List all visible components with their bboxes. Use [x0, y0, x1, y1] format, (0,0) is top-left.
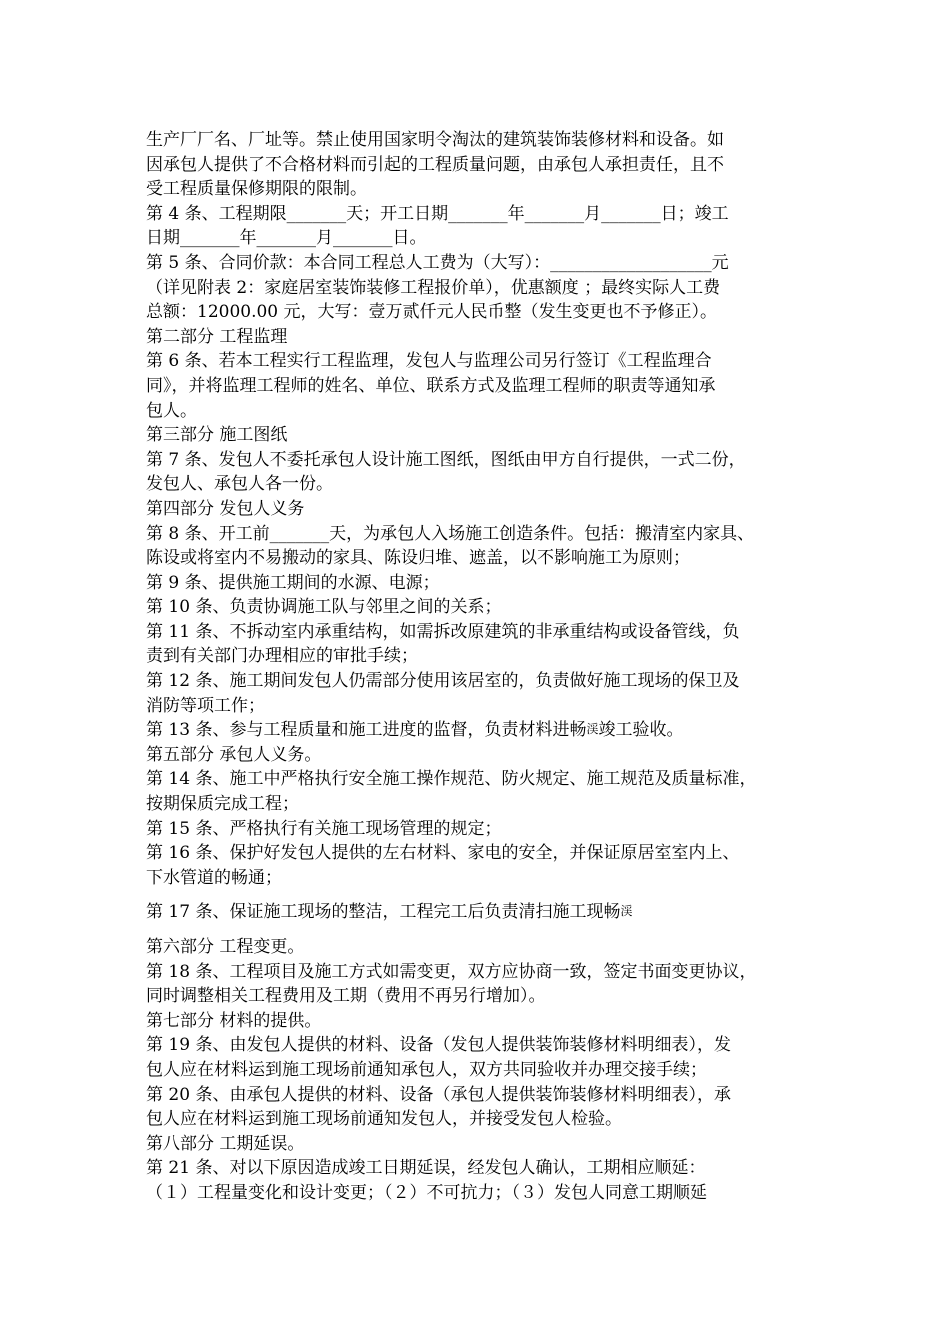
- text-line: 第 15 条、严格执行有关施工现场管理的规定；: [146, 818, 502, 839]
- clause-13-text: 第 13 条、参与工程质量和施工进度的监督，负责材料进畅: [146, 720, 587, 741]
- text-line: 责到有关部门办理相应的审批手续；: [146, 646, 418, 667]
- text-line: 因承包人提供了不合格材料而引起的工程质量问题，由承包人承担责任，且不: [146, 154, 724, 175]
- text-line: 第 10 条、负责协调施工队与邻里之间的关系；: [146, 597, 502, 618]
- clause-17-line: [146, 900, 816, 925]
- text-line: 第八部分 工期延误。: [146, 1133, 305, 1154]
- text-line: 第 6 条、若本工程实行工程监理，发包人与监理公司另行签订《工程监理合: [146, 351, 712, 372]
- text-line: 第 11 条、不拆动室内承重结构，如需拆改原建筑的非承重结构或设备管线，负: [146, 621, 740, 642]
- text-line: 第七部分 材料的提供。: [146, 1010, 322, 1031]
- text-line: 发包人、承包人各一份。: [146, 474, 333, 495]
- paragraph-gap: [146, 925, 816, 935]
- text-line: 第 7 条、发包人不委托承包人设计施工图纸，图纸由甲方自行提供，一式二份，: [146, 449, 746, 470]
- text-line: 第 5 条、合同价款：本合同工程总人工费为（大写）：___________________元: [146, 252, 729, 273]
- text-line: 同》，并将监理工程师的姓名、单位、联系方式及监理工程师的职责等通知承: [146, 375, 716, 396]
- contract-text-block-c: [146, 935, 816, 1206]
- text-line: （详见附表 2：家庭居室装饰装修工程报价单），优惠额度 ；最终实际人工费: [146, 277, 721, 298]
- text-line: 第二部分 工程监理: [146, 326, 288, 347]
- text-line: 第 16 条、保护好发包人提供的左右材料、家电的安全，并保证原居室室内上、: [146, 843, 740, 864]
- contract-text-block-a: [146, 128, 816, 718]
- text-line: 消防等项工作；: [146, 695, 265, 716]
- text-line: 按期保质完成工程；: [146, 794, 299, 815]
- text-line: 第 9 条、提供施工期间的水源、电源；: [146, 572, 440, 593]
- text-line: 下水管道的畅通；: [146, 867, 282, 888]
- text-line: 第 20 条、由承包人提供的材料、设备（承包人提供装饰装修材料明细表），承: [146, 1084, 731, 1105]
- text-line: 第六部分 工程变更。: [146, 937, 305, 957]
- text-line: 包人。: [146, 400, 197, 421]
- text-line: 陈设或将室内不易搬动的家具、陈设归堆、遮盖，以不影响施工为原则；: [146, 548, 690, 569]
- text-line: 总额：12000.00 元，大写：壹万贰仟元人民币整（发生变更也不予修正）。: [146, 302, 718, 323]
- text-line: 第三部分 施工图纸: [146, 425, 288, 446]
- text-line: 第 21 条、对以下原因造成竣工日期延误，经发包人确认，工期相应顺延：: [146, 1158, 706, 1179]
- clause-17-text: 第 17 条、保证施工现场的整洁，工程完工后负责清扫施工现畅: [146, 902, 621, 923]
- text-line: 第五部分 承包人义务。: [146, 744, 322, 765]
- clause-13-garbled-mark: 渓: [586, 722, 599, 737]
- text-line: 包人应在材料运到施工现场前通知发包人，并接受发包人检验。: [146, 1109, 622, 1130]
- text-line: 第 18 条、工程项目及施工方式如需变更，双方应协商一致，签定书面变更协议，: [146, 961, 757, 982]
- clause-17-garbled-mark: 渓: [620, 904, 633, 919]
- text-line: 日期_______年_______月_______日。: [146, 228, 427, 249]
- text-line: （１）工程量变化和设计变更；（２）不可抗力；（３）发包人同意工期顺延: [146, 1182, 707, 1203]
- text-line: 受工程质量保修期限的限制。: [146, 179, 367, 200]
- paragraph-gap: [146, 890, 816, 900]
- text-line: 包人应在材料运到施工现场前通知承包人，双方共同验收并办理交接手续；: [146, 1059, 707, 1080]
- text-line: 第四部分 发包人义务: [146, 498, 305, 519]
- text-line: 第 8 条、开工前_______天，为承包人入场施工创造条件。包括：搬清室内家具、: [146, 523, 755, 544]
- text-line: 第 19 条、由发包人提供的材料、设备（发包人提供装饰装修材料明细表），发: [146, 1035, 731, 1056]
- text-line: 第 14 条、施工中严格执行安全施工操作规范、防火规定、施工规范及质量标准，: [146, 769, 757, 790]
- text-line: 生产厂厂名、厂址等。禁止使用国家明令淘汰的建筑装饰装修材料和设备。如: [146, 130, 724, 150]
- text-line: 第 4 条、工程期限_______天；开工日期_______年_______月_______日；竣工: [146, 203, 729, 224]
- contract-text-block-b: [146, 743, 816, 891]
- text-line: 同时调整相关工程费用及工期（费用不再另行增加）。: [146, 986, 546, 1007]
- clause-13-text-end: 竣工验收。: [598, 720, 684, 741]
- text-line: 第 12 条、施工期间发包人仍需部分使用该居室的，负责做好施工现场的保卫及: [146, 671, 740, 692]
- clause-13-line: [146, 718, 816, 743]
- contract-page: [146, 128, 816, 1206]
